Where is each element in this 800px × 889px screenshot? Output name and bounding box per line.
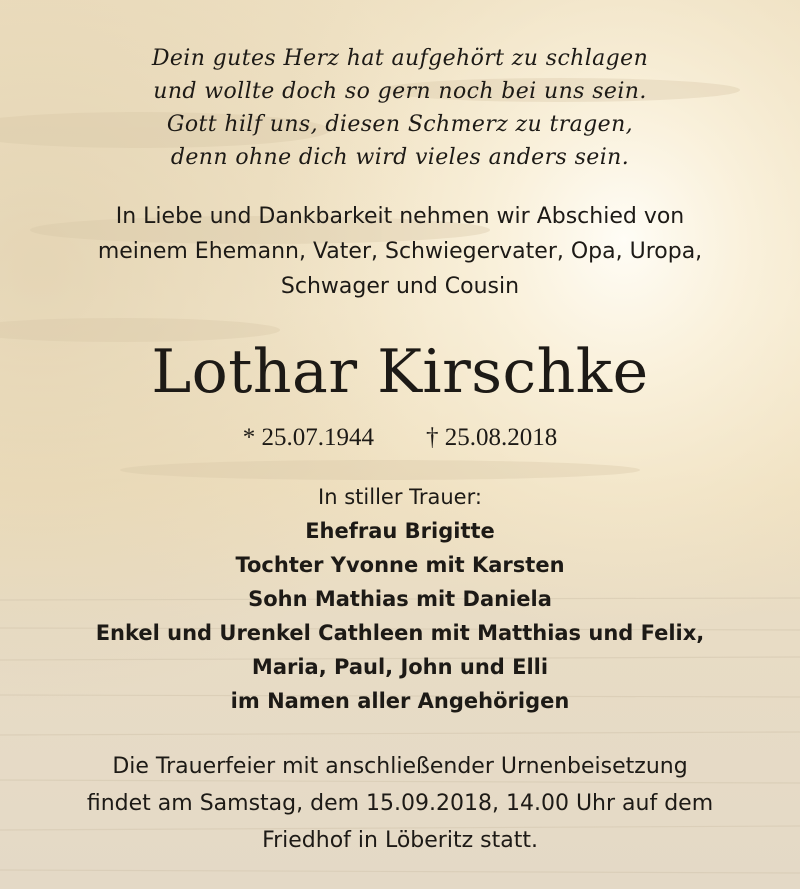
mourner-line: Ehefrau Brigitte (305, 519, 495, 543)
poem-line: und wollte doch so gern noch bei uns sein. (153, 79, 647, 104)
mourner-line: Sohn Mathias mit Daniela (248, 587, 552, 611)
poem-line: Gott hilf uns, diesen Schmerz zu tragen, (166, 112, 634, 137)
deceased-name: Lothar Kirschke (151, 337, 649, 407)
service-line: Friedhof in Löberitz statt. (262, 828, 538, 853)
mourner-line: Enkel und Urenkel Cathleen mit Matthias und Felix, (95, 621, 705, 645)
birth-date: * 25.07.1944 (242, 424, 374, 451)
mourner-line: Maria, Paul, John und Elli (251, 655, 549, 679)
intro-line: meinem Ehemann, Vater, Schwiegervater, Opa, Uropa, (97, 239, 703, 264)
death-date: † 25.08.2018 (426, 424, 558, 451)
poem-line: Dein gutes Herz hat aufgehört zu schlagen (151, 46, 649, 71)
intro-line: In Liebe und Dankbarkeit nehmen wir Abschied von (115, 204, 685, 229)
service-line: Die Trauerfeier mit anschließender Urnenbeisetzung (112, 754, 688, 779)
mourner-line: im Namen aller Angehörigen (230, 689, 570, 713)
life-dates (0, 421, 800, 455)
funeral-service-info (0, 748, 800, 859)
mourners-heading: In stiller Trauer: (318, 485, 482, 509)
farewell-intro (0, 199, 800, 304)
service-line: findet am Samstag, dem 15.09.2018, 14.00 Uhr auf dem (86, 791, 714, 816)
intro-line: Schwager und Cousin (280, 274, 520, 299)
mourners-list (0, 480, 800, 718)
poem-line: denn ohne dich wird vieles anders sein. (170, 145, 630, 170)
mourner-line: Tochter Yvonne mit Karsten (235, 553, 565, 577)
memorial-poem (0, 42, 800, 174)
